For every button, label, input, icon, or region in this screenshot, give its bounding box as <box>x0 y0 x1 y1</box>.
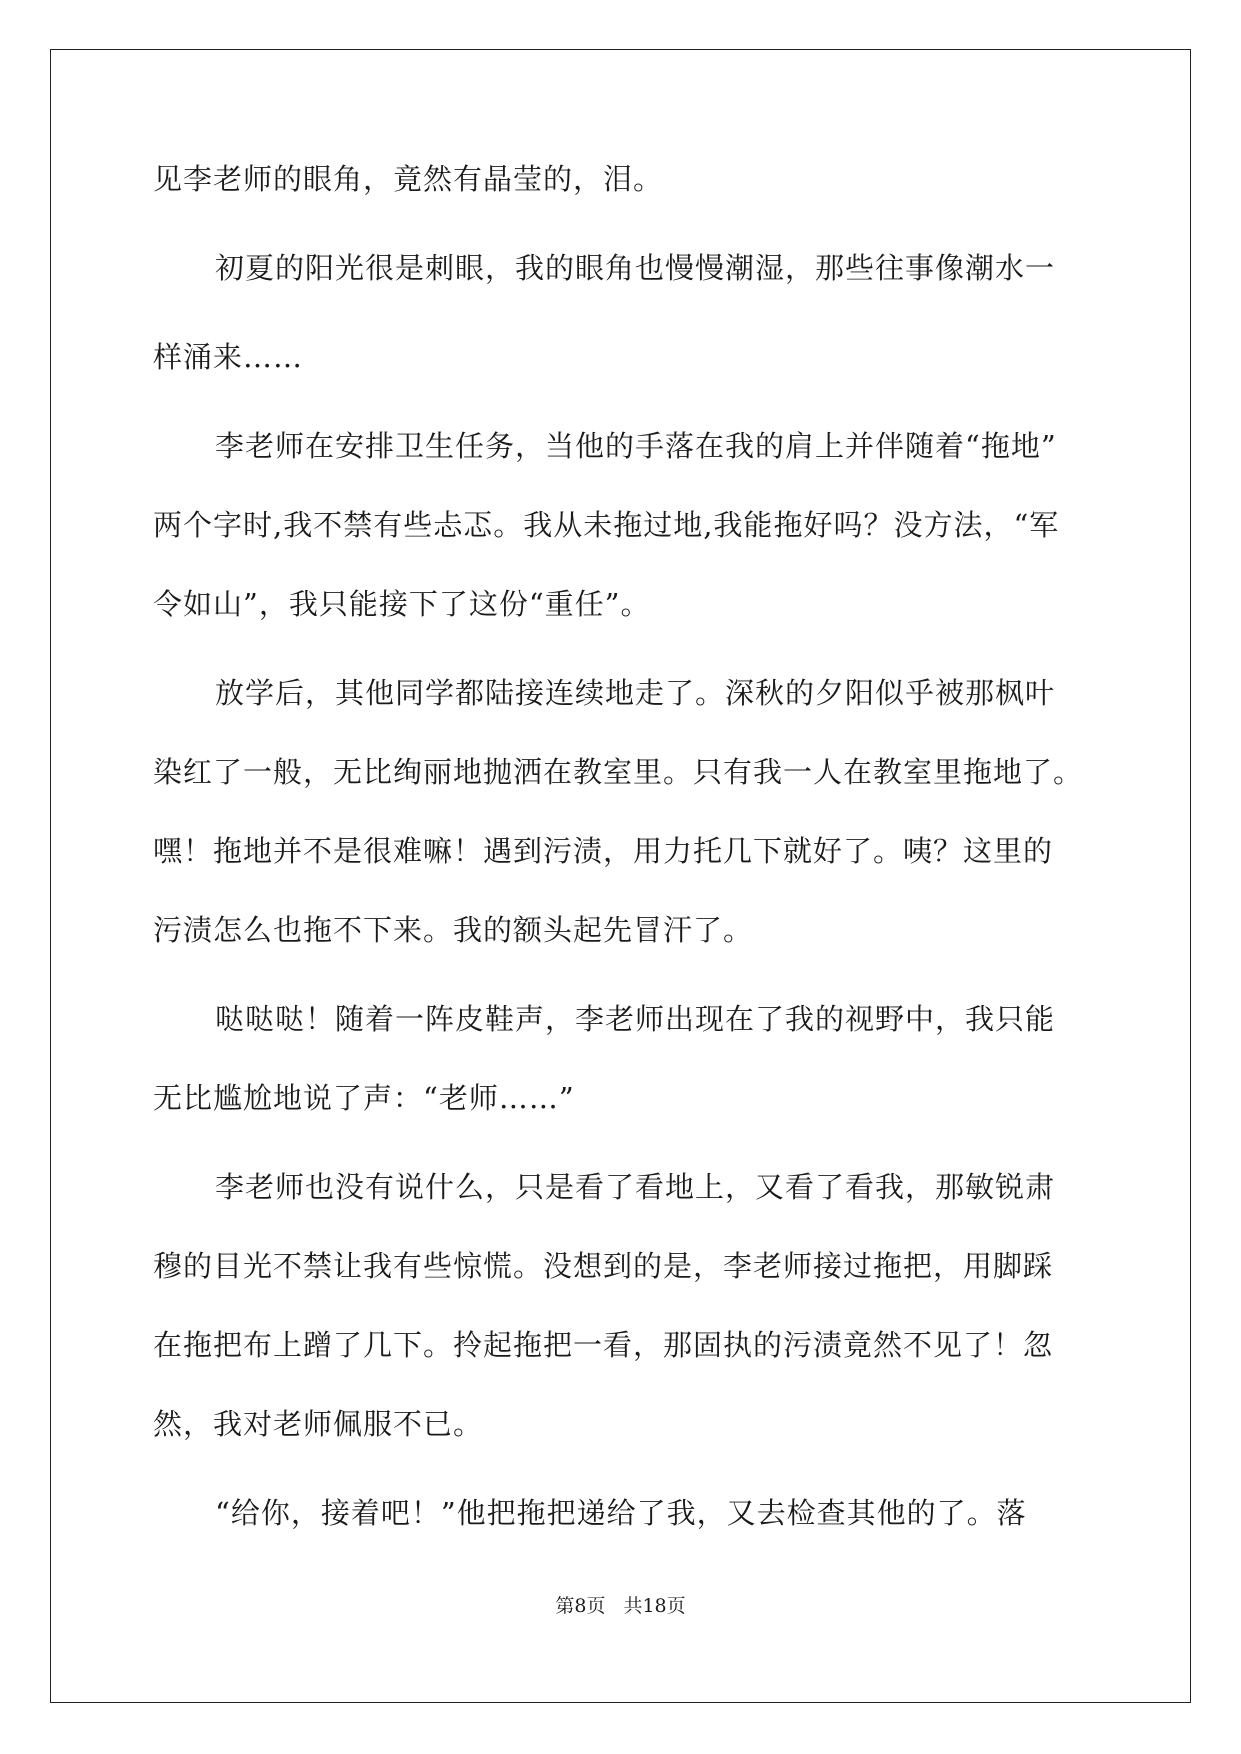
body-line-16: 然，我对老师佩服不已。 <box>153 1407 484 1441</box>
body-line-7: 放学后，其他同学都陆接连续地走了。深秋的夕阳似乎被那枫叶 <box>215 676 1056 710</box>
body-line-1: 见李老师的眼角，竟然有晶莹的，泪。 <box>153 162 664 196</box>
body-line-2: 初夏的阳光很是刺眼，我的眼角也慢慢潮湿，那些往事像潮水一 <box>215 251 1056 285</box>
body-line-4: 李老师在安排卫生任务，当他的手落在我的肩上并伴随着“拖地” <box>215 429 1057 463</box>
body-line-17: “给你，接着吧！”他把拖把递给了我，又去检查其他的了。落 <box>215 1496 1027 1530</box>
body-line-6: 令如山”，我只能接下了这份“重任”。 <box>153 587 651 621</box>
body-line-8: 染红了一般，无比绚丽地抛洒在教室里。只有我一人在教室里拖地了。 <box>153 755 1084 789</box>
page-footer <box>0 1594 1241 1618</box>
body-line-13: 李老师也没有说什么，只是看了看地上，又看了看我，那敏锐肃 <box>215 1170 1056 1204</box>
body-line-9: 嘿！拖地并不是很难嘛！遇到污渍，用力托几下就好了。咦？这里的 <box>153 834 1054 868</box>
page-number: 第8页 <box>555 1595 606 1617</box>
body-line-11: 哒哒哒！随着一阵皮鞋声，李老师出现在了我的视野中，我只能 <box>215 1002 1056 1036</box>
page-border <box>50 49 1191 1703</box>
body-line-14: 穆的目光不禁让我有些惊慌。没想到的是，李老师接过拖把，用脚踩 <box>153 1249 1054 1283</box>
body-line-3: 样涌来…… <box>153 340 304 374</box>
page-total: 共18页 <box>623 1595 686 1617</box>
body-line-10: 污渍怎么也拖不下来。我的额头起先冒汗了。 <box>153 913 754 947</box>
body-line-15: 在拖把布上蹭了几下。拎起拖把一看，那固执的污渍竟然不见了！忽 <box>153 1328 1054 1362</box>
body-line-12: 无比尴尬地说了声：“老师……” <box>153 1081 575 1115</box>
body-line-5: 两个字时,我不禁有些忐忑。我从未拖过地,我能拖好吗？没方法，“军 <box>153 508 1060 542</box>
